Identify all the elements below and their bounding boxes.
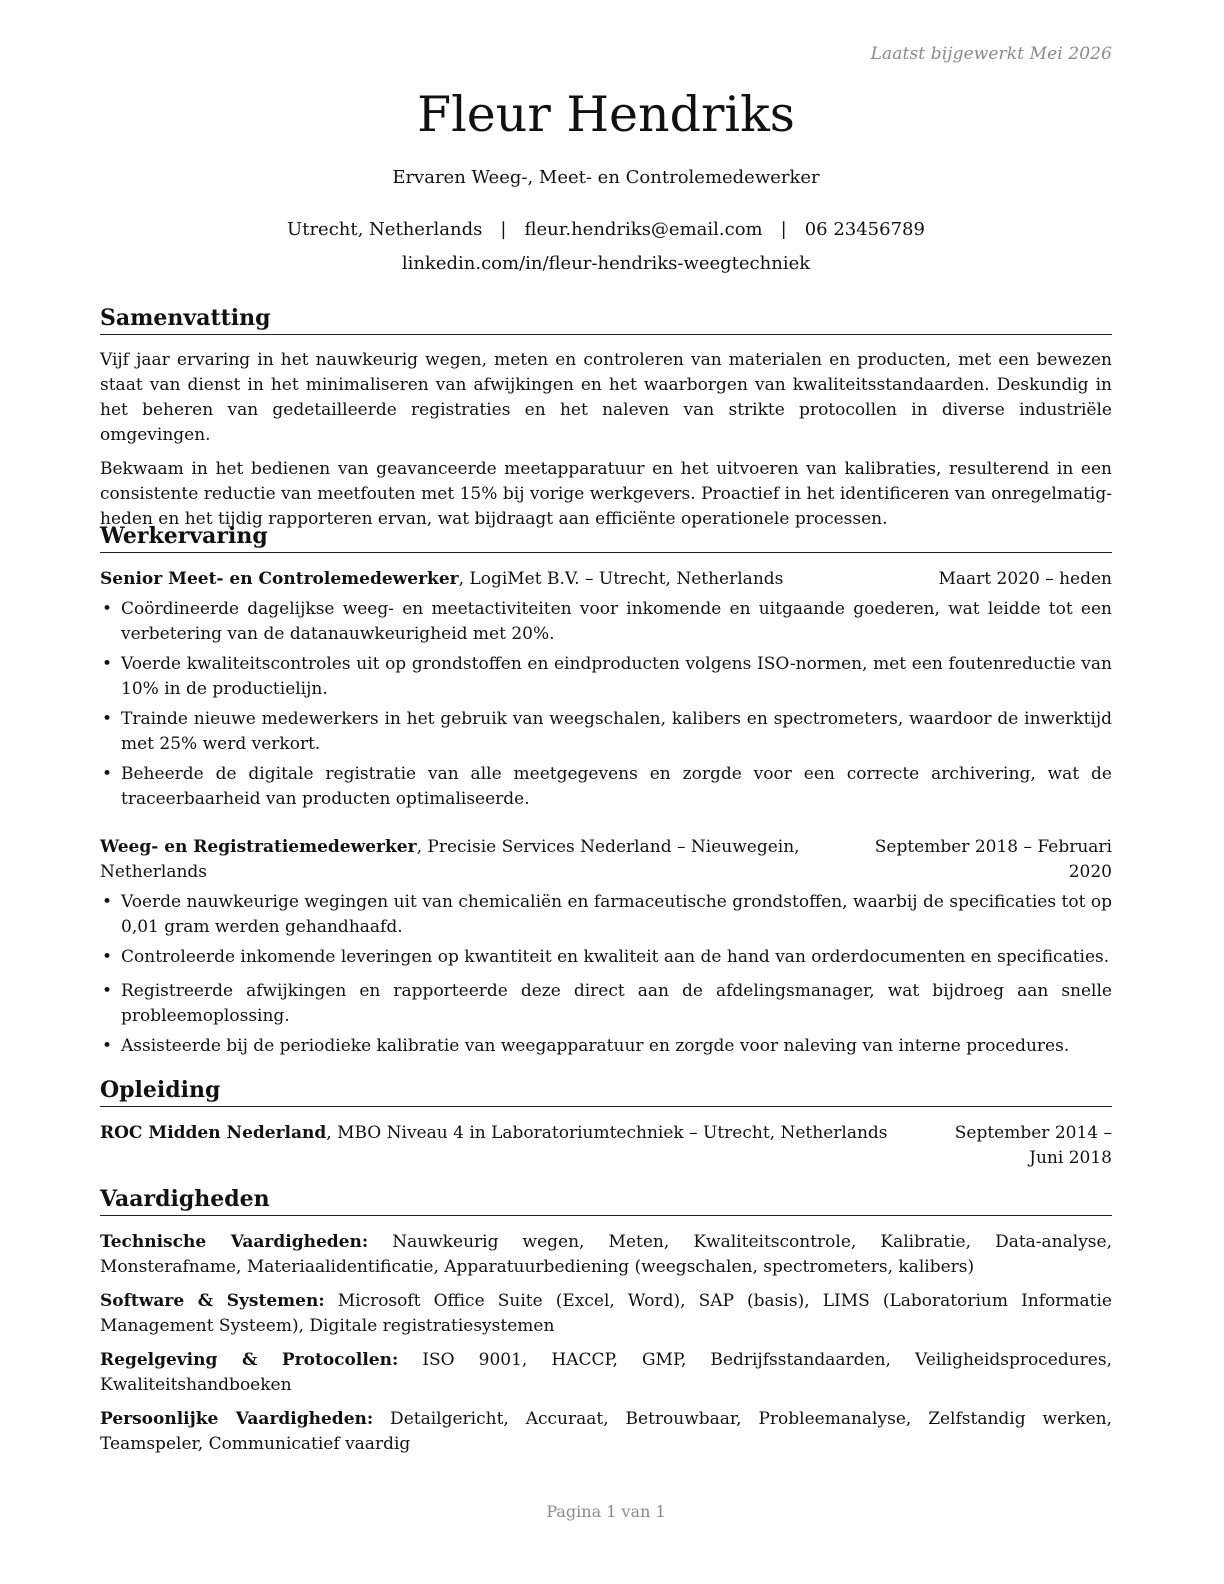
- skill-label: Technische Vaardigheden:: [100, 1231, 369, 1252]
- email-link[interactable]: fleur.hendriks@email.com: [524, 219, 763, 240]
- job-bullets: [100, 597, 1112, 812]
- bullet-item: • Assisteerde bij de periodieke kalibratie van weegapparatuur en zorgde voor naleving van interne procedures.: [100, 1034, 1112, 1059]
- location: Utrecht, Netherlands: [287, 219, 483, 240]
- section-title: Vaardigheden: [100, 1186, 1112, 1216]
- summary-section: [100, 305, 1112, 532]
- skill-label: Regelgeving & Protocollen:: [100, 1349, 399, 1370]
- skills-section: [100, 1186, 1112, 1457]
- bullet-icon: •: [102, 598, 113, 619]
- candidate-name: Fleur Hendriks: [417, 86, 795, 143]
- bullet-item: • Voerde nauwkeurige wegingen uit van chemicaliën en farmaceutische grondstoffen, waarbij de specificaties tot op 0,01 gram werden gehandhaafd.: [102, 891, 1112, 937]
- job-dates: Maart 2020 – heden: [938, 568, 1112, 589]
- skill-label: Persoonlijke Vaardigheden:: [100, 1408, 374, 1429]
- skill-value: Nauwkeurig wegen, Meten, Kwaliteitscontrole, Kalibratie, Data-analyse, Monsterafname, Materiaalidentificatie, Apparatuurbediening (weegschalen, spectrometers, kalibers): [100, 1231, 1112, 1277]
- job-entry: [100, 835, 1112, 1059]
- job-entry: [100, 567, 1112, 812]
- education-entry: [100, 1121, 1112, 1171]
- skill-label: Software & Systemen:: [100, 1290, 325, 1311]
- section-title: Samenvatting: [100, 305, 1112, 335]
- skill-value: Microsoft Office Suite (Excel, Word), SAP (basis), LIMS (Laboratorium Informatie Management Systeem), Digitale registratiesystemen: [100, 1290, 1112, 1336]
- skill-value: ISO 9001, HACCP, GMP, Bedrijfsstandaarden, Veiligheidsprocedures, Kwaliteitshandboeken: [100, 1349, 1112, 1395]
- job-header: [100, 567, 1112, 592]
- bullet-item: • Registreerde afwijkingen en rapporteerde deze direct aan de afdelingsmanager, wat bijdroeg aan snelle probleemoplossing.: [102, 980, 1112, 1026]
- linkedin-link[interactable]: linkedin.com/in/fleur-hendriks-weegtechniek: [401, 253, 811, 274]
- page-number: Pagina 1 van 1: [546, 1502, 666, 1521]
- bullet-icon: •: [102, 763, 113, 784]
- bullet-icon: •: [102, 980, 113, 1001]
- bullet-item: • Coördineerde dagelijkse weeg- en meetactiviteiten voor inkomende en uitgaande goederen, wat leidde tot een verbetering van de datanauwkeurigheid met 20%.: [102, 598, 1112, 644]
- bullet-icon: •: [102, 1035, 113, 1056]
- job-org: , LogiMet B.V. – Utrecht, Netherlands: [458, 568, 784, 589]
- education-line: [100, 1121, 888, 1171]
- bullet-item: • Trainde nieuwe medewerkers in het gebruik van weegschalen, kalibers en spectrometers, waardoor de inwerktijd met 25% werd verkort.: [102, 708, 1112, 754]
- job-title-line: [100, 567, 783, 592]
- job-role: Senior Meet- en Controlemedewerker: [100, 568, 459, 589]
- job-bullets: [100, 890, 1112, 1059]
- last-updated: Laatst bijgewerkt Mei 2026: [870, 44, 1112, 64]
- bullet-icon: •: [102, 946, 113, 967]
- separator: |: [500, 219, 507, 240]
- bullet-item: • Voerde kwaliteitscontroles uit op grondstoffen en eindproducten volgens ISO-normen, met een foutenreductie van 10% in de productielijn.: [102, 653, 1112, 699]
- job-role: Weeg- en Registratiemedewerker: [100, 836, 417, 857]
- headline: Ervaren Weeg-, Meet- en Controlemedewerker: [392, 167, 820, 188]
- bullet-icon: •: [102, 891, 113, 912]
- bullet-icon: •: [102, 708, 113, 729]
- job-header: [100, 835, 1112, 885]
- section-title: Opleiding: [100, 1077, 1112, 1107]
- school-name: ROC Midden Nederland: [100, 1122, 327, 1143]
- bullet-item: • Beheerde de digitale registratie van alle meetgegevens en zorgde voor een correcte archivering, wat de traceerbaarheid van producten optimaliseerde.: [102, 763, 1112, 809]
- skill-value: Detailgericht, Accuraat, Betrouwbaar, Probleemanalyse, Zelfstandig werken, Teamspeler, Communicatief vaardig: [100, 1408, 1112, 1454]
- education-detail: , MBO Niveau 4 in Laboratoriumtechniek – Utrecht, Netherlands: [326, 1122, 888, 1143]
- bullet-item: • Controleerde inkomende leveringen op kwantiteit en kwaliteit aan de hand van orderdocumenten en specificaties.: [100, 945, 1112, 970]
- skill-row: [100, 1230, 1112, 1280]
- education-dates: September 2014 – Juni 2018: [954, 1122, 1112, 1168]
- skill-row: [100, 1289, 1112, 1339]
- section-title: Werkervaring: [100, 523, 1112, 553]
- bullet-icon: •: [102, 653, 113, 674]
- resume-page: [100, 0, 1112, 1584]
- phone: 06 23456789: [804, 219, 925, 240]
- education-section: [100, 1077, 1112, 1171]
- summary-paragraph: Vijf jaar ervaring in het nauwkeurig wegen, meten en controleren van materialen en producten, met een bewezen staat van dienst in het minimaliseren van afwijkingen en het waarborgen van kwaliteitsstandaarden. Deskundig in het beheren van gedetailleerde registraties en het naleven van strikte protocollen in diverse industriële omgevingen.: [100, 349, 1112, 445]
- skill-row: [100, 1348, 1112, 1398]
- experience-section: [100, 523, 1112, 1059]
- skill-row: [100, 1407, 1112, 1457]
- contact-line: [100, 219, 1112, 240]
- job-title-line: [100, 835, 872, 885]
- separator: |: [780, 219, 787, 240]
- summary-paragraph: Bekwaam in het bedienen van geavanceerde meetapparatuur en het uitvoeren van kalibraties, resulterend in een consistente reductie van meetfouten met 15% bij vorige werkgevers. Proactief in het identificeren van onregelmatigheden en het tijdig rapporteren ervan, wat bijdraagt aan efficiënte operationele processen.: [100, 458, 1112, 529]
- job-org: , Precisie Services Nederland – Nieuwegein, Netherlands: [100, 836, 800, 882]
- job-dates: September 2018 – Februari 2020: [874, 836, 1112, 882]
